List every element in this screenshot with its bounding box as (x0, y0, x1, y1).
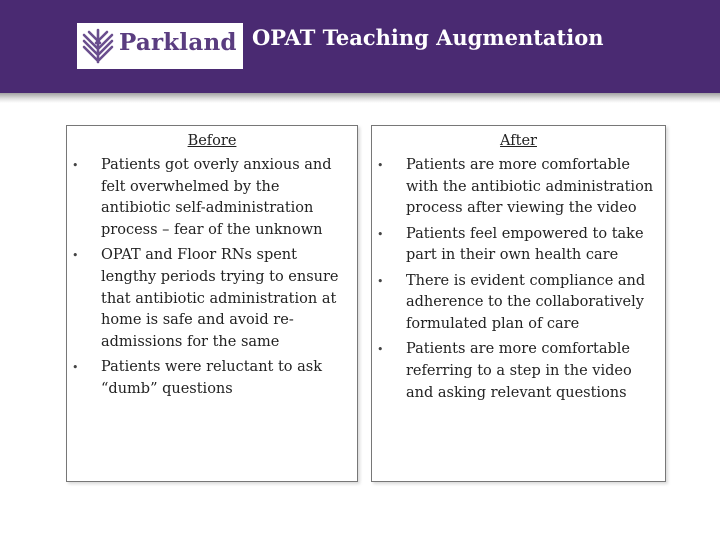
before-heading: Before (187, 133, 237, 149)
parkland-logo-icon (81, 28, 115, 64)
list-item (67, 155, 357, 242)
after-panel (371, 125, 666, 482)
after-item-text: Patients are more comfortable with the antibiotic administration process after viewing the video (406, 157, 654, 217)
bullet-dot-icon: • (72, 249, 79, 263)
header-bar (0, 0, 720, 93)
list-item (372, 271, 665, 336)
before-item-text: Patients got overly anxious and felt overwhelmed by the antibiotic self-administration process – fear of the unknown (101, 157, 332, 239)
list-item (67, 245, 357, 354)
after-item-text: Patients feel empowered to take part in their own health care (406, 225, 644, 264)
before-list (67, 155, 357, 404)
header-shadow (0, 93, 720, 103)
bullet-dot-icon: • (377, 227, 384, 241)
after-heading: After (500, 133, 537, 149)
page-title: OPAT Teaching Augmentation (252, 25, 604, 50)
logo-text: Parkland (119, 29, 237, 56)
parkland-logo (77, 23, 243, 69)
bullet-dot-icon: • (72, 159, 79, 172)
list-item (372, 155, 665, 220)
after-list (372, 155, 665, 408)
bullet-dot-icon: • (377, 159, 384, 172)
bullet-dot-icon: • (377, 343, 384, 357)
before-item-text: OPAT and Floor RNs spent lengthy periods trying to ensure that antibiotic administration at home is safe and avoid re-admissions for the same (101, 247, 339, 351)
before-item-text: Patients were reluctant to ask “dumb” questions (101, 359, 323, 398)
bullet-dot-icon: • (377, 274, 384, 288)
list-item (372, 224, 665, 267)
list-item (67, 357, 357, 400)
after-item-text: Patients are more comfortable referring to a step in the video and asking relevant questions (406, 341, 632, 401)
before-panel (66, 125, 358, 482)
list-item (372, 339, 665, 404)
bullet-dot-icon: • (72, 361, 79, 375)
after-item-text: There is evident compliance and adherence to the collaboratively formulated plan of care (406, 272, 646, 332)
